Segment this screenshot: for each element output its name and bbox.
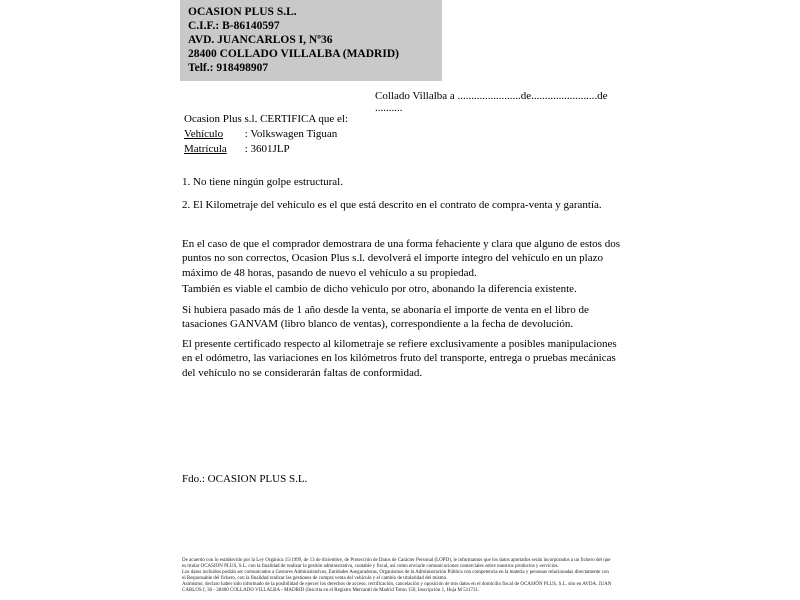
point-2: 2. El Kilometraje del vehículo es el que está descrito en el contrato de compra-venta y garantía. — [182, 199, 602, 211]
company-phone: Telf.: 918498907 — [188, 62, 269, 75]
signature-line: Fdo.: OCASION PLUS S.L. — [182, 473, 308, 485]
paragraph-exchange: También es viable el cambio de dicho vehiculo por otro, abonando la diferencia existente. — [182, 283, 577, 295]
legal-footer-paragraph-2: Los datos incluidos podrán ser comunicados a Gestores Administrativos, Entidades Aseguradoras, Organismos de la Administración Pública con competencia en la materia y personas relacionadas directamente con el Responsable del fichero, con la finalidad realizar las gestiones de compra venta del vehículo y el cambio de titularidad del mismo. — [182, 570, 609, 581]
company-cif: C.I.F.: B-86140597 — [188, 20, 280, 33]
plate-row — [184, 142, 348, 157]
date-line: Collado Villalba a .......................de........................de .......... — [375, 90, 608, 114]
paragraph-ganvam: Si hubiera pasado más de 1 año desde la venta, se abonaría el importe de venta en el libro de tasaciones GANVAM (libro blanco de ventas), correspondiente a la fecha de devolución. — [182, 304, 589, 331]
paragraph-odometer: El presente certificado respecto al kilometraje se refiere exclusivamente a posibles manipulaciones en el odómetro, las variaciones en los kilómetros fruto del transporte, entrega o pruebas mecánicas del vehículo no se considerarán faltas de conformidad. — [182, 338, 617, 379]
vehicle-row — [184, 127, 348, 142]
legal-footer-paragraph-1: De acuerdo con lo establecido por la Ley Orgánica 15/1999, de 13 de diciembre, de Protección de Datos de Carácter Personal (LOPD), le informamos que los datos aportados serán incorporados a un fichero del que es titular OCASION PLUS, S.L. con la finalidad de realizar la gestión administrativa, contable y fiscal, así como enviarle comunicaciones comerciales sobre nuestros productos y servicios. — [182, 558, 611, 569]
certify-intro: Ocasion Plus s.l. CERTIFICA que el: — [184, 113, 349, 125]
paragraph-refund: En el caso de que el comprador demostrara de una forma fehaciente y clara que alguno de estos dos puntos no son correctos, Ocasion Plus s.l. devolverá el importe íntegro del vehículo en un plazo máximo de 48 horas, pasando de nuevo el vehículo a su propiedad. — [182, 238, 620, 279]
point-1: 1. No tiene ningún golpe estructural. — [182, 176, 343, 188]
plate-label: Matrícula — [184, 142, 227, 155]
certify-block — [184, 112, 348, 157]
company-address: AVD. JUANCARLOS I, Nº36 — [188, 34, 333, 47]
company-city: 28400 COLLADO VILLALBA (MADRID) — [188, 48, 399, 61]
vehicle-value: : Volkswagen Tiguan — [244, 127, 338, 140]
company-header-box — [180, 0, 442, 81]
company-name: OCASION PLUS S.L. — [188, 6, 297, 18]
plate-value: : 3601JLP — [244, 142, 290, 155]
legal-footer-paragraph-3: Asimismo, declaro haber sido informado de la posibilidad de ejercer los derechos de acceso, rectificación, cancelación y oposición de mis datos en el domicilio fiscal de OCASIÓN PLUS, S.L. sito en AVDA. JUAN CARLOS I, 36 - 28400 COLLADO VILLALBA - MADRID (Inscrita en el Registro Mercantil de Madrid Tomo 150, Inscripción 1, Hoja M 511731. — [182, 582, 612, 593]
legal-footer — [182, 558, 612, 594]
vehicle-label: Vehículo — [184, 127, 224, 140]
